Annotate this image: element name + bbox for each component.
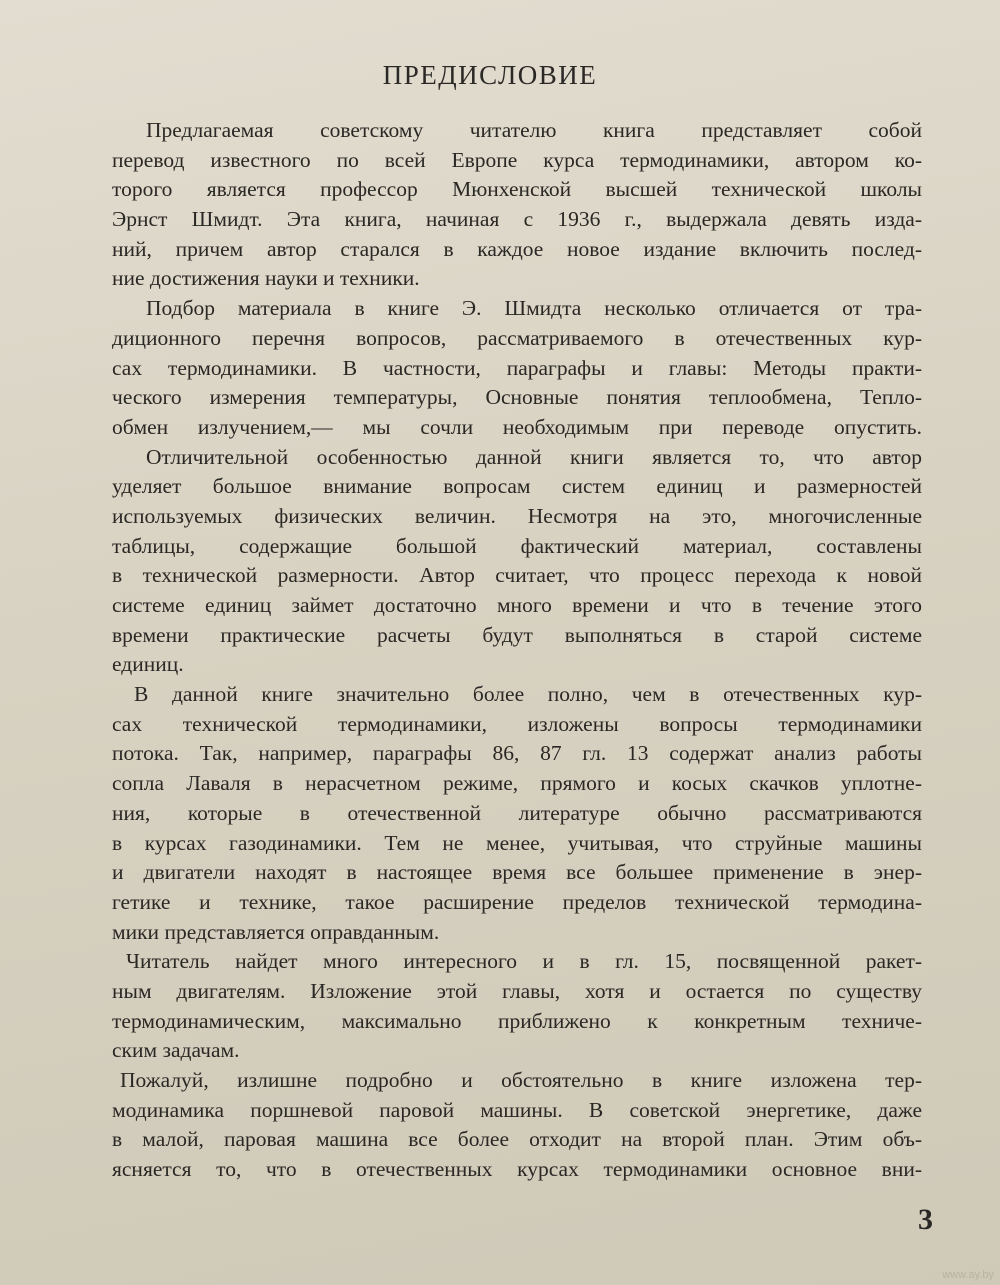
text-line: В данной книге значительно более полно, чем в отечественных кур-	[134, 682, 922, 707]
text-line: Подбор материала в книге Э. Шмидта несколько отличается от тра-	[146, 296, 922, 321]
page-number: 3	[918, 1203, 933, 1236]
text-line: мики представляется оправданным.	[112, 919, 440, 944]
text-line: Предлагаемая советскому читателю книга представляет собой	[146, 118, 922, 142]
text-line: ясняется то, что в отечественных курсах термодинамики основное вни-	[112, 1157, 922, 1182]
watermark: www.ay.by	[942, 1269, 994, 1281]
text-line: перевод известного по всей Европе курса термодинамики, автором ко-	[112, 147, 922, 172]
text-line: сах термодинамики. В частности, параграфы и главы: Методы практи-	[112, 355, 922, 380]
text-line: обмен излучением,— мы сочли необходимым при переводе опустить.	[112, 414, 922, 439]
text-line: ным двигателям. Изложение этой главы, хотя и остается по существу	[112, 978, 922, 1003]
text-line: Пожалуй, излишне подробно и обстоятельно в книге изложена тер-	[120, 1068, 922, 1092]
text-line: Отличительной особенностью данной книги является то, что автор	[146, 444, 922, 469]
text-line: ческого измерения температуры, Основные понятия теплообмена, Тепло-	[112, 385, 922, 410]
body-text	[112, 116, 922, 1185]
text-line: уделяет большое внимание вопросам систем единиц и размерностей	[112, 474, 922, 499]
text-line: в технической размерности. Автор считает, что процесс перехода к новой	[112, 563, 922, 588]
text-line: ний, причем автор старался в каждое новое издание включить послед-	[112, 236, 922, 261]
text-line: в курсах газодинамики. Тем не менее, учитывая, что струйные машины	[112, 830, 922, 855]
text-line: таблицы, содержащие большой фактический материал, составлены	[112, 533, 922, 558]
text-line: времени практические расчеты будут выполняться в старой системе	[112, 622, 922, 647]
text-line: ским задачам.	[112, 1038, 240, 1063]
text-line: потока. Так, например, параграфы 86, 87 гл. 13 содержат анализ работы	[112, 741, 922, 766]
text-line: термодинамическим, максимально приближено к конкретным техниче-	[112, 1008, 922, 1033]
text-line: Эрнст Шмидт. Эта книга, начиная с 1936 г., выдержала девять изда-	[112, 207, 922, 232]
text-line: торого является профессор Мюнхенской высшей технической школы	[112, 177, 922, 202]
text-line: диционного перечня вопросов, рассматриваемого в отечественных кур-	[112, 325, 922, 350]
text-line: используемых физических величин. Несмотря на это, многочисленные	[112, 503, 922, 528]
text-line: ние достижения науки и техники.	[112, 266, 420, 291]
text-line: гетике и технике, такое расширение пределов технической термодина-	[112, 889, 922, 914]
text-line: модинамика поршневой паровой машины. В советской энергетике, даже	[112, 1097, 922, 1122]
text-line: Читатель найдет много интересного и в гл. 15, посвященной ракет-	[126, 949, 922, 974]
text-line: и двигатели находят в настоящее время все большее применение в энер-	[112, 860, 922, 885]
text-line: системе единиц займет достаточно много времени и что в течение этого	[112, 593, 922, 617]
text-line: единиц.	[112, 652, 184, 677]
page-heading: ПРЕДИСЛОВИЕ	[382, 60, 598, 90]
text-line: в малой, паровая машина все более отходит на второй план. Этим объ-	[112, 1127, 922, 1152]
text-line: ния, которые в отечественной литературе обычно рассматриваются	[112, 800, 922, 825]
text-line: сопла Лаваля в нерасчетном режиме, прямого и косых скачков уплотне-	[112, 771, 922, 796]
text-line: сах технической термодинамики, изложены вопросы термодинамики	[112, 711, 922, 736]
